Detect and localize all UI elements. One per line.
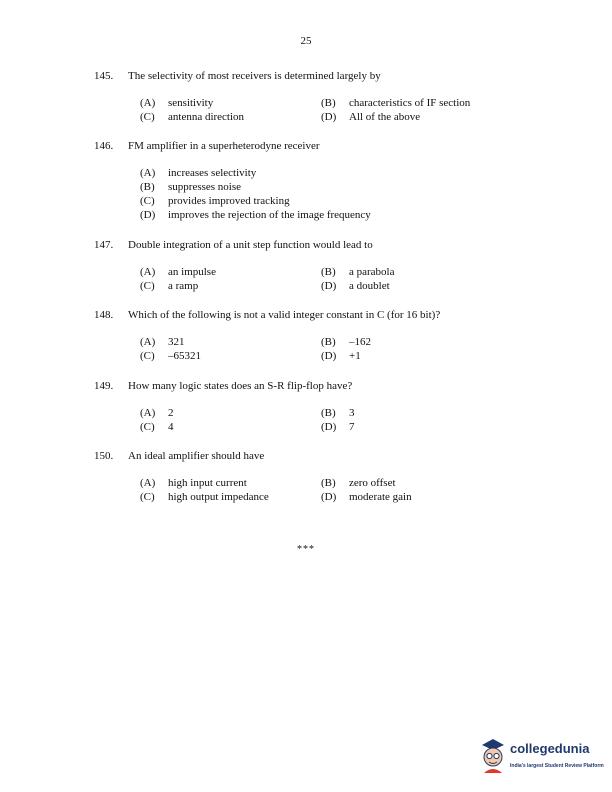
option-d: (D) a doublet xyxy=(321,280,390,292)
question-text: Which of the following is not a valid integer constant in C (for 16 bit)? xyxy=(128,309,441,321)
question-text: FM amplifier in a superheterodyne receiver xyxy=(128,140,320,152)
option-c: (C) –65321 xyxy=(140,350,201,362)
option-d: (D) All of the above xyxy=(321,111,421,123)
option-a: (A) sensitivity xyxy=(140,97,214,109)
mascot-icon xyxy=(478,735,508,775)
option-b: (B) suppresses noise xyxy=(140,181,242,193)
option-b: (B) zero offset xyxy=(321,477,396,489)
end-mark: *** xyxy=(297,544,315,555)
option-c: (C) provides improved tracking xyxy=(140,195,290,207)
option-b: (B) a parabola xyxy=(321,266,395,278)
question-number: 148. xyxy=(94,309,114,321)
option-c: (C) 4 xyxy=(140,421,174,433)
option-c: (C) high output impedance xyxy=(140,491,269,503)
question-number: 145. xyxy=(94,70,114,82)
question-text: The selectivity of most receivers is determined largely by xyxy=(128,70,381,82)
question-text: Double integration of a unit step function would lead to xyxy=(128,239,373,251)
option-d: (D) moderate gain xyxy=(321,491,412,503)
option-c: (C) a ramp xyxy=(140,280,199,292)
question-text: How many logic states does an S-R flip-flop have? xyxy=(128,380,353,392)
collegedunia-watermark xyxy=(478,735,606,775)
option-d: (D) +1 xyxy=(321,350,361,362)
option-b: (B) –162 xyxy=(321,336,371,348)
question-number: 146. xyxy=(94,140,114,152)
page-number: 25 xyxy=(300,35,312,47)
option-d: (D) improves the rejection of the image frequency xyxy=(140,209,371,221)
option-a: (A) 2 xyxy=(140,407,174,419)
option-b: (B) characteristics of IF section xyxy=(321,97,471,109)
question-number: 147. xyxy=(94,239,114,251)
option-c: (C) antenna direction xyxy=(140,111,245,123)
brand-tagline: India's largest Student Review Platform xyxy=(510,763,604,769)
option-a: (A) high input current xyxy=(140,477,247,489)
question-number: 150. xyxy=(94,450,114,462)
option-a: (A) an impulse xyxy=(140,266,216,278)
brand-name: collegedunia xyxy=(510,741,590,756)
question-text: An ideal amplifier should have xyxy=(128,450,265,462)
option-d: (D) 7 xyxy=(321,421,355,433)
question-number: 149. xyxy=(94,380,114,392)
option-b: (B) 3 xyxy=(321,407,355,419)
option-a: (A) 321 xyxy=(140,336,185,348)
option-a: (A) increases selectivity xyxy=(140,167,257,179)
